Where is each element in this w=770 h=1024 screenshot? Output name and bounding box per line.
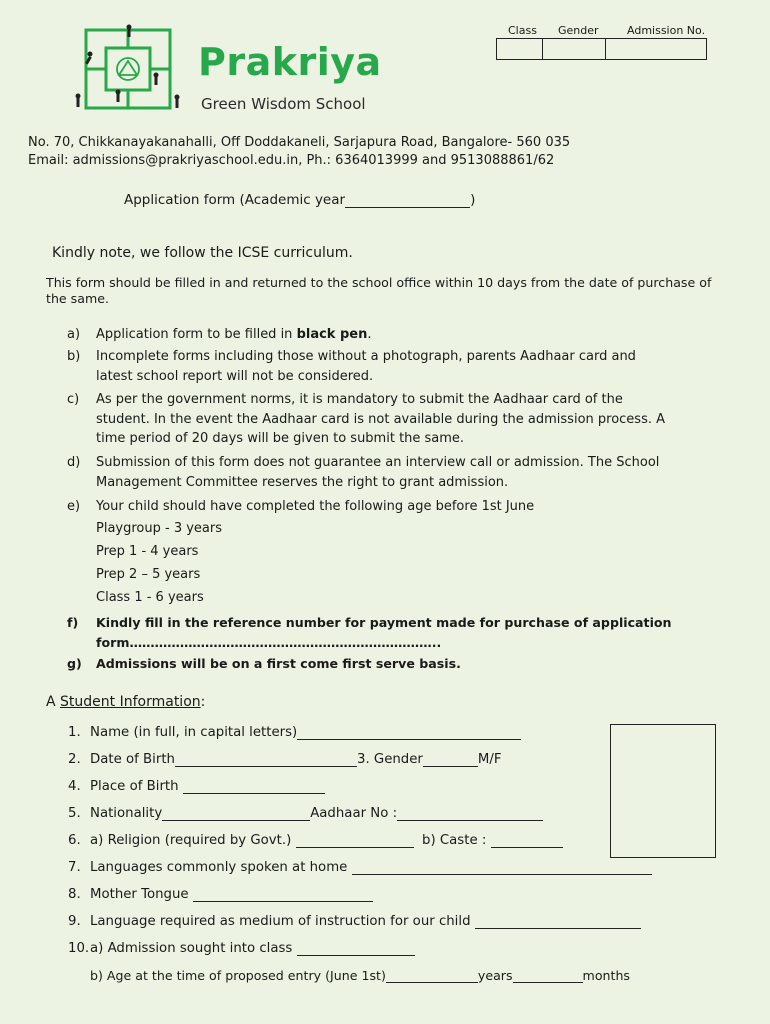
field-name: 1. Name (in full, in capital letters) [68, 725, 521, 740]
instruction-a: a) Application form to be filled in black pen. [67, 327, 372, 342]
field-age-entry: b) Age at the time of proposed entry (June 1st) years months [90, 968, 630, 983]
caste-blank[interactable] [491, 833, 563, 848]
gender-label: Gender [558, 24, 599, 37]
medium-blank[interactable] [475, 914, 641, 929]
intro-text: This form should be filled in and returned to the school office within 10 days from the date of purchase of the same. [46, 275, 712, 306]
photo-box[interactable] [610, 724, 716, 858]
religion-blank[interactable] [296, 833, 414, 848]
academic-year-blank[interactable] [345, 193, 470, 208]
admission-class-blank[interactable] [297, 941, 415, 956]
instruction-b: b) Incomplete forms including those without a photograph, parents Aadhaar card and latest school report will not be considered. [67, 349, 636, 384]
mother-tongue-blank[interactable] [193, 887, 373, 902]
age-playgroup: Playgroup - 3 years [96, 521, 223, 536]
field-place-of-birth: 4. Place of Birth [68, 779, 325, 794]
contact-line: Email: admissions@prakriyaschool.edu.in, Ph.: 6364013999 and 9513088861/62 [28, 153, 555, 168]
instruction-c: c) As per the government norms, it is mandatory to submit the Aadhaar card of the student. In the event the Aadhaar card is not available during the admission process. A time period of 20 days will be given to submit the same. [67, 392, 666, 446]
place-of-birth-blank[interactable] [183, 779, 325, 794]
gender-blank[interactable] [423, 752, 478, 767]
school-logo-icon [72, 22, 184, 114]
office-use-boxes [496, 38, 707, 60]
age-prep1: Prep 1 - 4 years [96, 544, 199, 559]
age-years-blank[interactable] [386, 968, 478, 983]
field-admission-class: 10.a) Admission sought into class [68, 941, 415, 956]
instruction-g: g) Admissions will be on a first come first serve basis. [67, 656, 461, 671]
school-tagline: Green Wisdom School [201, 95, 366, 113]
field-nationality: 5. Nationality Aadhaar No : [68, 806, 543, 821]
name-blank[interactable] [297, 725, 521, 740]
class-box[interactable] [497, 39, 543, 59]
nationality-blank[interactable] [162, 806, 310, 821]
age-prep2: Prep 2 – 5 years [96, 567, 201, 582]
aadhaar-blank[interactable] [397, 806, 543, 821]
instruction-f: f) Kindly fill in the reference number for payment made for purchase of application form……………………………………………………………….. [67, 615, 672, 650]
address-line: No. 70, Chikkanayakanahalli, Off Doddakaneli, Sarjapura Road, Bangalore- 560 035 [28, 135, 571, 150]
form-title: Application form (Academic year ) [124, 192, 476, 208]
instruction-e: e) Your child should have completed the following age before 1st June [67, 499, 535, 514]
school-name: Prakriya [198, 40, 382, 84]
section-a-heading: A Student Information: [46, 694, 206, 710]
dob-blank[interactable] [175, 752, 357, 767]
languages-home-blank[interactable] [352, 860, 652, 875]
gender-box[interactable] [543, 39, 606, 59]
admission-no-label: Admission No. [627, 24, 706, 37]
age-months-blank[interactable] [513, 968, 583, 983]
field-languages-home: 7. Languages commonly spoken at home [68, 860, 652, 875]
curriculum-note: Kindly note, we follow the ICSE curriculum. [52, 245, 353, 261]
admission-no-box[interactable] [606, 39, 706, 59]
field-mother-tongue: 8. Mother Tongue [68, 887, 373, 902]
field-medium-instruction: 9. Language required as medium of instruction for our child [68, 914, 641, 929]
class-label: Class [508, 24, 537, 37]
field-religion-caste: 6. a) Religion (required by Govt.) b) Caste : [68, 833, 563, 848]
instruction-d: d) Submission of this form does not guarantee an interview call or admission. The School Management Committee reserves the right to grant admission. [67, 455, 660, 490]
field-dob-gender: 2. Date of Birth 3. Gender M/F [68, 752, 502, 767]
age-class1: Class 1 - 6 years [96, 590, 204, 605]
